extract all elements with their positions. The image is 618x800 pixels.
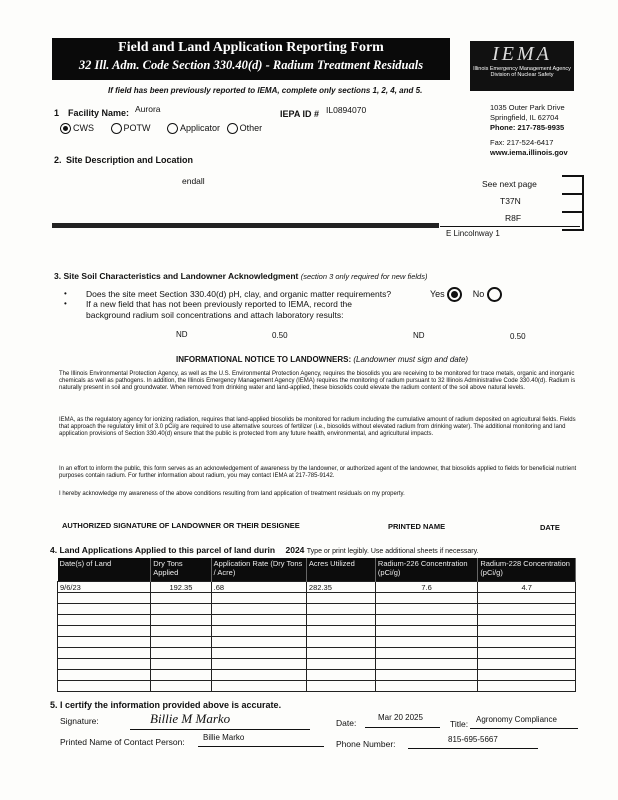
sig-date-field[interactable]: Mar 20 2025 — [378, 713, 423, 722]
radio-no[interactable] — [487, 287, 502, 302]
radio-applicator[interactable] — [167, 123, 178, 134]
col-acres: Acres Utilized — [306, 558, 375, 582]
table-cell[interactable] — [478, 626, 576, 637]
table-row — [58, 582, 576, 593]
title-field[interactable]: Agronomy Compliance — [476, 715, 557, 724]
table-cell[interactable] — [478, 659, 576, 670]
radio-cws[interactable] — [60, 123, 71, 134]
iepa-id-field[interactable]: IL0894070 — [326, 105, 367, 115]
table-cell[interactable] — [58, 604, 151, 615]
form-header — [52, 38, 450, 80]
section1-num: 1 — [54, 108, 60, 118]
section4-note: Type or print legibly. Use additional sheets if necessary. — [306, 548, 479, 555]
table-row — [58, 648, 576, 659]
radio-potw[interactable] — [111, 123, 122, 134]
col-app-rate: Application Rate (Dry Tons / Acre) — [211, 558, 306, 582]
radio-yes[interactable] — [447, 287, 462, 302]
option-applicator[interactable] — [167, 123, 220, 133]
table-cell[interactable] — [58, 593, 151, 604]
signature-label: Signature: — [60, 716, 99, 726]
contact-signature[interactable]: Billie M Marko — [150, 711, 231, 726]
land-applications-table — [57, 558, 576, 692]
soil-value-4[interactable]: 0.50 — [510, 332, 526, 341]
col-ra228: Radium-228 Concentration (pCi/g) — [478, 558, 576, 582]
table-cell[interactable] — [211, 593, 306, 604]
table-row — [58, 615, 576, 626]
address-phone: Phone: 217-785-9935 — [490, 123, 565, 132]
option-potw-label: POTW — [123, 123, 151, 133]
table-cell[interactable] — [151, 626, 211, 637]
col-dates: Date(s) of Land — [58, 558, 151, 582]
printed-name-label: PRINTED NAME — [388, 522, 446, 531]
title-line — [470, 728, 578, 729]
section4-year[interactable]: 2024 — [285, 545, 305, 555]
date-label: DATE — [540, 523, 560, 532]
info-notice-heading — [176, 355, 468, 364]
township-field[interactable]: T37N — [500, 196, 521, 206]
facility-name-field[interactable]: Aurora — [135, 104, 161, 114]
notice-text: If field has been previously reported to IEMA, complete only sections 1, 2, 4, and 5. — [108, 86, 423, 95]
table-cell[interactable] — [151, 604, 211, 615]
contact-line — [198, 746, 324, 747]
table-cell[interactable] — [478, 681, 576, 692]
table-cell[interactable] — [151, 659, 211, 670]
col-dry-tons: Dry Tons Applied — [151, 558, 211, 582]
bullet-2: • — [64, 299, 67, 308]
facility-label: Facility Name: — [68, 108, 130, 118]
facility-type-options — [60, 123, 262, 134]
table-cell[interactable] — [306, 604, 375, 615]
bullet-1: • — [64, 289, 67, 298]
section3-note: (section 3 only required for new fields) — [300, 272, 428, 281]
agency-address — [490, 103, 568, 158]
table-cell[interactable] — [375, 626, 477, 637]
contact-name-label: Printed Name of Contact Person: — [60, 737, 185, 747]
table-cell[interactable]: 7.6 — [375, 582, 477, 593]
question-background-line2: background radium soil concentrations and attach laboratory results: — [86, 310, 344, 320]
contact-name-field[interactable]: Billie Marko — [203, 733, 245, 742]
table-cell[interactable] — [306, 670, 375, 681]
table-row — [58, 593, 576, 604]
table-cell[interactable] — [58, 615, 151, 626]
table-cell[interactable] — [58, 648, 151, 659]
table-cell[interactable] — [211, 681, 306, 692]
table-cell[interactable] — [211, 626, 306, 637]
bracket-3 — [562, 211, 584, 231]
yes-no-options — [430, 287, 504, 302]
table-cell[interactable] — [306, 626, 375, 637]
table-cell[interactable] — [306, 615, 375, 626]
table-cell[interactable] — [306, 648, 375, 659]
table-cell[interactable] — [375, 637, 477, 648]
table-cell[interactable] — [151, 593, 211, 604]
table-cell[interactable] — [211, 615, 306, 626]
option-applicator-label: Applicator — [180, 123, 221, 133]
table-row — [58, 681, 576, 692]
table-cell[interactable] — [58, 659, 151, 670]
table-cell[interactable] — [306, 659, 375, 670]
section2-title: Site Description and Location — [66, 155, 194, 165]
section5-title: 5. I certify the information provided above is accurate. — [50, 700, 282, 710]
logo-division: Division of Nuclear Safety — [490, 72, 554, 78]
title-label: Title: — [450, 719, 469, 729]
address-web: www.iema.illinois.gov — [490, 148, 568, 157]
soil-value-1[interactable]: ND — [176, 330, 188, 339]
table-cell[interactable]: 282.35 — [306, 582, 375, 593]
table-row — [58, 670, 576, 681]
road-line — [440, 226, 580, 227]
table-cell[interactable] — [211, 670, 306, 681]
signature-line — [130, 729, 310, 730]
section3-heading — [54, 271, 427, 281]
table-cell[interactable] — [58, 670, 151, 681]
table-cell[interactable] — [211, 648, 306, 659]
table-cell[interactable] — [211, 637, 306, 648]
range-field[interactable]: R8F — [505, 213, 522, 223]
table-cell[interactable] — [478, 615, 576, 626]
form-subtitle: 32 Ill. Adm. Code Section 330.40(d) - Radium Treatment Residuals — [78, 58, 424, 72]
table-cell[interactable] — [306, 637, 375, 648]
phone-label: Phone Number: — [336, 739, 396, 749]
iema-logo-mark: IEMA — [492, 43, 552, 65]
table-cell[interactable] — [478, 670, 576, 681]
iepa-label: IEPA ID # — [280, 109, 320, 119]
info-notice-p1: The Illinois Environmental Protection Agency, as well as the U.S. Environmental Protection Agency, requires the biosolids you are receiving to be monitored for trace metals, organic and inorganic chemicals as well as pathogens. In addition, the Illinois Emergency Management Agency (IEMA) requires the monitoring of radium pursuant to 32 Illinois Administrative Code 330.40(d). Radium is naturally present in soil and groundwater. When removed from drinking water and land-applied, these biosolids could elevate the radium content of the soil above natural levels. — [59, 371, 576, 392]
table-cell[interactable] — [211, 604, 306, 615]
table-cell[interactable] — [151, 615, 211, 626]
soil-value-3[interactable]: ND — [413, 331, 425, 340]
section4-heading — [50, 545, 479, 555]
table-cell[interactable] — [151, 648, 211, 659]
road-field[interactable]: E Lincolnway 1 — [446, 229, 500, 238]
table-cell[interactable] — [478, 637, 576, 648]
section4-title: 4. Land Applications Applied to this parcel of land durin — [50, 545, 276, 555]
landowner-signature-label: AUTHORIZED SIGNATURE OF LANDOWNER OR THEIR DESIGNEE — [62, 521, 300, 530]
table-cell[interactable] — [211, 659, 306, 670]
table-cell[interactable] — [478, 648, 576, 659]
table-cell[interactable] — [58, 626, 151, 637]
soil-value-2[interactable]: 0.50 — [272, 331, 288, 340]
option-other-label: Other — [239, 123, 263, 133]
section2-num: 2. — [54, 155, 62, 165]
col-ra226: Radium-226 Concentration (pCi/g) — [375, 558, 477, 582]
table-row — [58, 626, 576, 637]
table-cell[interactable] — [375, 604, 477, 615]
table-cell[interactable] — [478, 604, 576, 615]
address-street: 1035 Outer Park Drive — [490, 103, 565, 112]
phone-line — [408, 748, 538, 749]
table-cell[interactable] — [375, 648, 477, 659]
question-background-line1: If a new field that has not been previously reported to IEMA, record the — [86, 299, 353, 309]
info-notice-p4: I hereby acknowledge my awareness of the above conditions resulting from land application of treatment residuals on my property. — [59, 491, 405, 497]
info-notice-title: INFORMATIONAL NOTICE TO LANDOWNERS: — [176, 355, 352, 364]
table-cell[interactable] — [375, 593, 477, 604]
table-cell[interactable] — [375, 615, 477, 626]
phone-field[interactable]: 815-695-5667 — [448, 735, 498, 744]
table-cell[interactable] — [306, 593, 375, 604]
bracket-1 — [562, 175, 584, 195]
option-cws[interactable] — [60, 123, 94, 133]
option-cws-label: CWS — [73, 123, 94, 133]
table-row — [58, 659, 576, 670]
table-cell[interactable] — [375, 670, 477, 681]
no-label: No — [472, 288, 485, 299]
radio-other[interactable] — [227, 123, 238, 134]
table-cell[interactable] — [151, 681, 211, 692]
yes-label: Yes — [430, 288, 445, 299]
question-background — [86, 299, 352, 321]
table-cell[interactable] — [306, 681, 375, 692]
table-header-row — [58, 558, 576, 582]
table-cell[interactable] — [58, 637, 151, 648]
bracket-2 — [562, 193, 584, 213]
option-potw[interactable] — [111, 123, 151, 133]
section3-title: 3. Site Soil Characteristics and Landowner Acknowledgment — [54, 271, 299, 281]
table-cell[interactable] — [58, 681, 151, 692]
county-field[interactable]: endall — [182, 176, 205, 186]
sig-date-label: Date: — [336, 718, 357, 728]
info-notice-note: (Landowner must sign and date) — [353, 355, 469, 364]
question-ph: Does the site meet Section 330.40(d) pH, clay, and organic matter requirements? — [86, 289, 392, 299]
address-city: Springfield, IL 62704 — [490, 113, 559, 122]
table-cell[interactable]: 4.7 — [478, 582, 576, 593]
table-cell[interactable] — [375, 681, 477, 692]
info-notice-p2: IEMA, as the regulatory agency for ionizing radiation, requires that land-applied biosolids be monitored for radium including the cumulative amount of radium deposited on agricultural fields. Fields that approach the regulatory limit of 3.0 pCi/g are required to use alternative sources of fertilizer (i.e., biosolids without elevated radium from drinking water). The additional monitoring and land application provisions of Section 330.40(d) ensure that the public is protected from any future health, environmental, and agricultural impacts. — [59, 417, 576, 438]
table-cell[interactable]: 192.35 — [151, 582, 211, 593]
option-other[interactable] — [227, 123, 263, 133]
see-next-page: See next page — [482, 179, 537, 189]
form-title: Field and Land Application Reporting Form — [118, 40, 384, 55]
table-cell[interactable] — [375, 659, 477, 670]
date-line — [365, 727, 440, 728]
table-row — [58, 604, 576, 615]
table-cell[interactable] — [151, 637, 211, 648]
table-cell[interactable] — [151, 670, 211, 681]
logo-agency: Illinois Emergency Management Agency — [473, 66, 571, 72]
address-fax: Fax: 217-524-6417 — [490, 138, 554, 147]
table-row — [58, 637, 576, 648]
iema-logo — [470, 41, 574, 91]
table-cell[interactable] — [478, 593, 576, 604]
info-notice-p3: In an effort to inform the public, this form serves as an acknowledgement of awareness by the landowner, or authorized agent of the landowner, that biosolids applied to fields for beneficial nutrient purposes contain radium. For further information about radium, you may contact IEMA at 217-785-9142. — [59, 466, 577, 480]
table-cell[interactable]: 9/6/23 — [58, 582, 151, 593]
table-cell[interactable]: .68 — [211, 582, 306, 593]
section-divider-bar — [52, 223, 439, 228]
